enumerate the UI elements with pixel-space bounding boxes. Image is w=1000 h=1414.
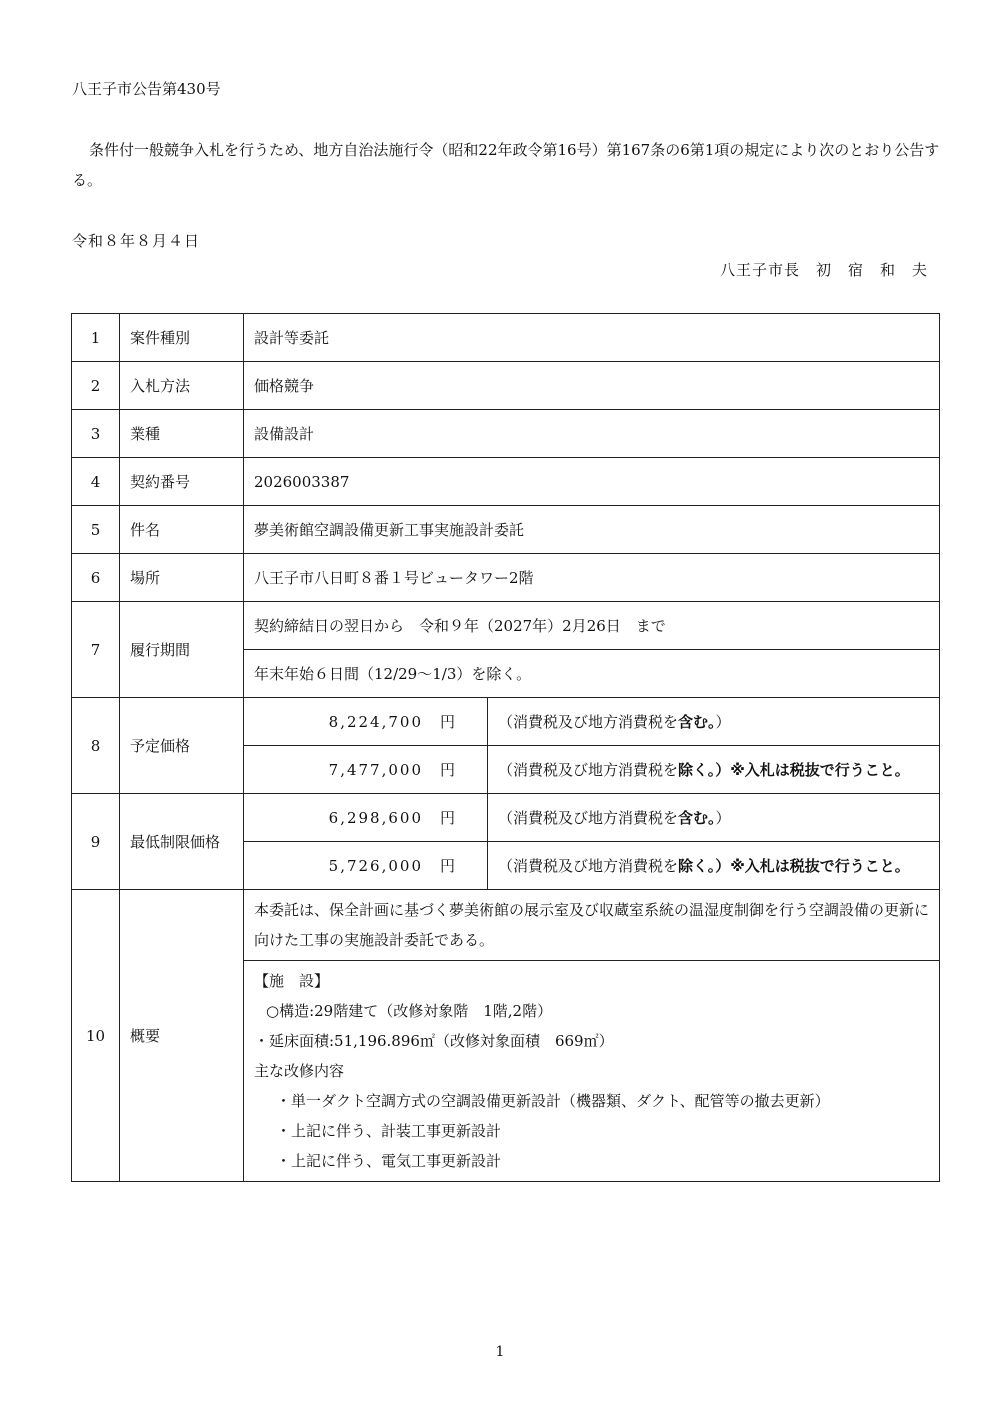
row-number: 5 xyxy=(72,506,120,554)
work-item: ・単一ダクト空調方式の空調設備更新設計（機器類、ダクト、配管等の撤去更新） xyxy=(276,1092,830,1110)
row-value: 夢美術館空調設備更新工事実施設計委託 xyxy=(244,506,940,554)
row-value: 八王子市八日町８番１号ビュータワー2階 xyxy=(244,554,940,602)
note-text: （消費税及び地方消費税を xyxy=(498,713,679,731)
row-label: 予定価格 xyxy=(120,698,244,794)
row-label: 最低制限価格 xyxy=(120,794,244,890)
price-note xyxy=(488,698,940,746)
row-number: 7 xyxy=(72,602,120,698)
price-amount: 5,726,000 円 xyxy=(244,842,488,890)
overview-details xyxy=(244,961,940,1182)
price-amount: 8,224,700 円 xyxy=(244,698,488,746)
facility-heading: 【施 設】 xyxy=(254,972,330,990)
table-row xyxy=(72,314,940,362)
note-text: （消費税及び地方消費税を xyxy=(498,857,679,875)
notice-date: 令和８年８月４日 xyxy=(72,232,201,250)
table-row xyxy=(72,554,940,602)
row-value: 設計等委託 xyxy=(244,314,940,362)
note-bold: 除く。）※入札は税抜で行うこと。 xyxy=(678,761,910,779)
price-note xyxy=(488,746,940,794)
row-label: 場所 xyxy=(120,554,244,602)
overview-summary: 本委託は、保全計画に基づく夢美術館の展示室及び収蔵室系統の温湿度制御を行う空調設備の更新に向けた工事の実施設計委託である。 xyxy=(244,890,940,961)
notice-table xyxy=(71,313,940,1182)
price-amount: 6,298,600 円 xyxy=(244,794,488,842)
note-text: ） xyxy=(715,809,731,827)
row-value: 2026003387 xyxy=(244,458,940,506)
floor-area-line: ・延床面積:51,196.896㎡（改修対象面積 669㎡） xyxy=(254,1032,614,1050)
table-row xyxy=(72,890,940,961)
note-text: （消費税及び地方消費税を xyxy=(498,809,679,827)
table-row xyxy=(72,458,940,506)
table-row xyxy=(72,602,940,650)
row-label: 件名 xyxy=(120,506,244,554)
work-item: ・上記に伴う、電気工事更新設計 xyxy=(276,1152,502,1170)
row-number: 6 xyxy=(72,554,120,602)
price-note xyxy=(488,794,940,842)
table-row xyxy=(72,362,940,410)
note-text: ） xyxy=(715,713,731,731)
row-number: 10 xyxy=(72,890,120,1182)
period-value: 契約締結日の翌日から 令和９年（2027年）2月26日 まで xyxy=(244,602,940,650)
table-row xyxy=(72,794,940,842)
row-number: 8 xyxy=(72,698,120,794)
table-row xyxy=(72,410,940,458)
table-row xyxy=(72,698,940,746)
row-label: 案件種別 xyxy=(120,314,244,362)
work-item: ・上記に伴う、計装工事更新設計 xyxy=(276,1122,502,1140)
row-number: 4 xyxy=(72,458,120,506)
row-label: 入札方法 xyxy=(120,362,244,410)
notice-number: 八王子市公告第430号 xyxy=(72,80,221,98)
price-note xyxy=(488,842,940,890)
intro-paragraph: 条件付一般競争入札を行うため、地方自治法施行令（昭和22年政令第16号）第167条の6第1項の規定により次のとおり公告する。 xyxy=(72,141,940,189)
structure-line: ○構造:29階建て（改修対象階 1階,2階） xyxy=(266,1002,553,1020)
row-number: 1 xyxy=(72,314,120,362)
row-value: 設備設計 xyxy=(244,410,940,458)
note-text: （消費税及び地方消費税を xyxy=(498,761,679,779)
note-bold: 除く。）※入札は税抜で行うこと。 xyxy=(678,857,910,875)
row-label: 履行期間 xyxy=(120,602,244,698)
period-exclusion: 年末年始６日間（12/29～1/3）を除く。 xyxy=(244,650,940,698)
row-number: 2 xyxy=(72,362,120,410)
row-number: 3 xyxy=(72,410,120,458)
row-label: 契約番号 xyxy=(120,458,244,506)
row-value: 価格競争 xyxy=(244,362,940,410)
page-number: 1 xyxy=(495,1344,505,1360)
row-number: 9 xyxy=(72,794,120,890)
price-amount: 7,477,000 円 xyxy=(244,746,488,794)
issuer-name: 八王子市長 初 宿 和 夫 xyxy=(719,261,928,279)
works-heading: 主な改修内容 xyxy=(254,1062,345,1080)
row-label: 業種 xyxy=(120,410,244,458)
table-row xyxy=(72,506,940,554)
note-bold: 含む。 xyxy=(678,809,716,827)
note-bold: 含む。 xyxy=(678,713,716,731)
row-label: 概要 xyxy=(120,890,244,1182)
